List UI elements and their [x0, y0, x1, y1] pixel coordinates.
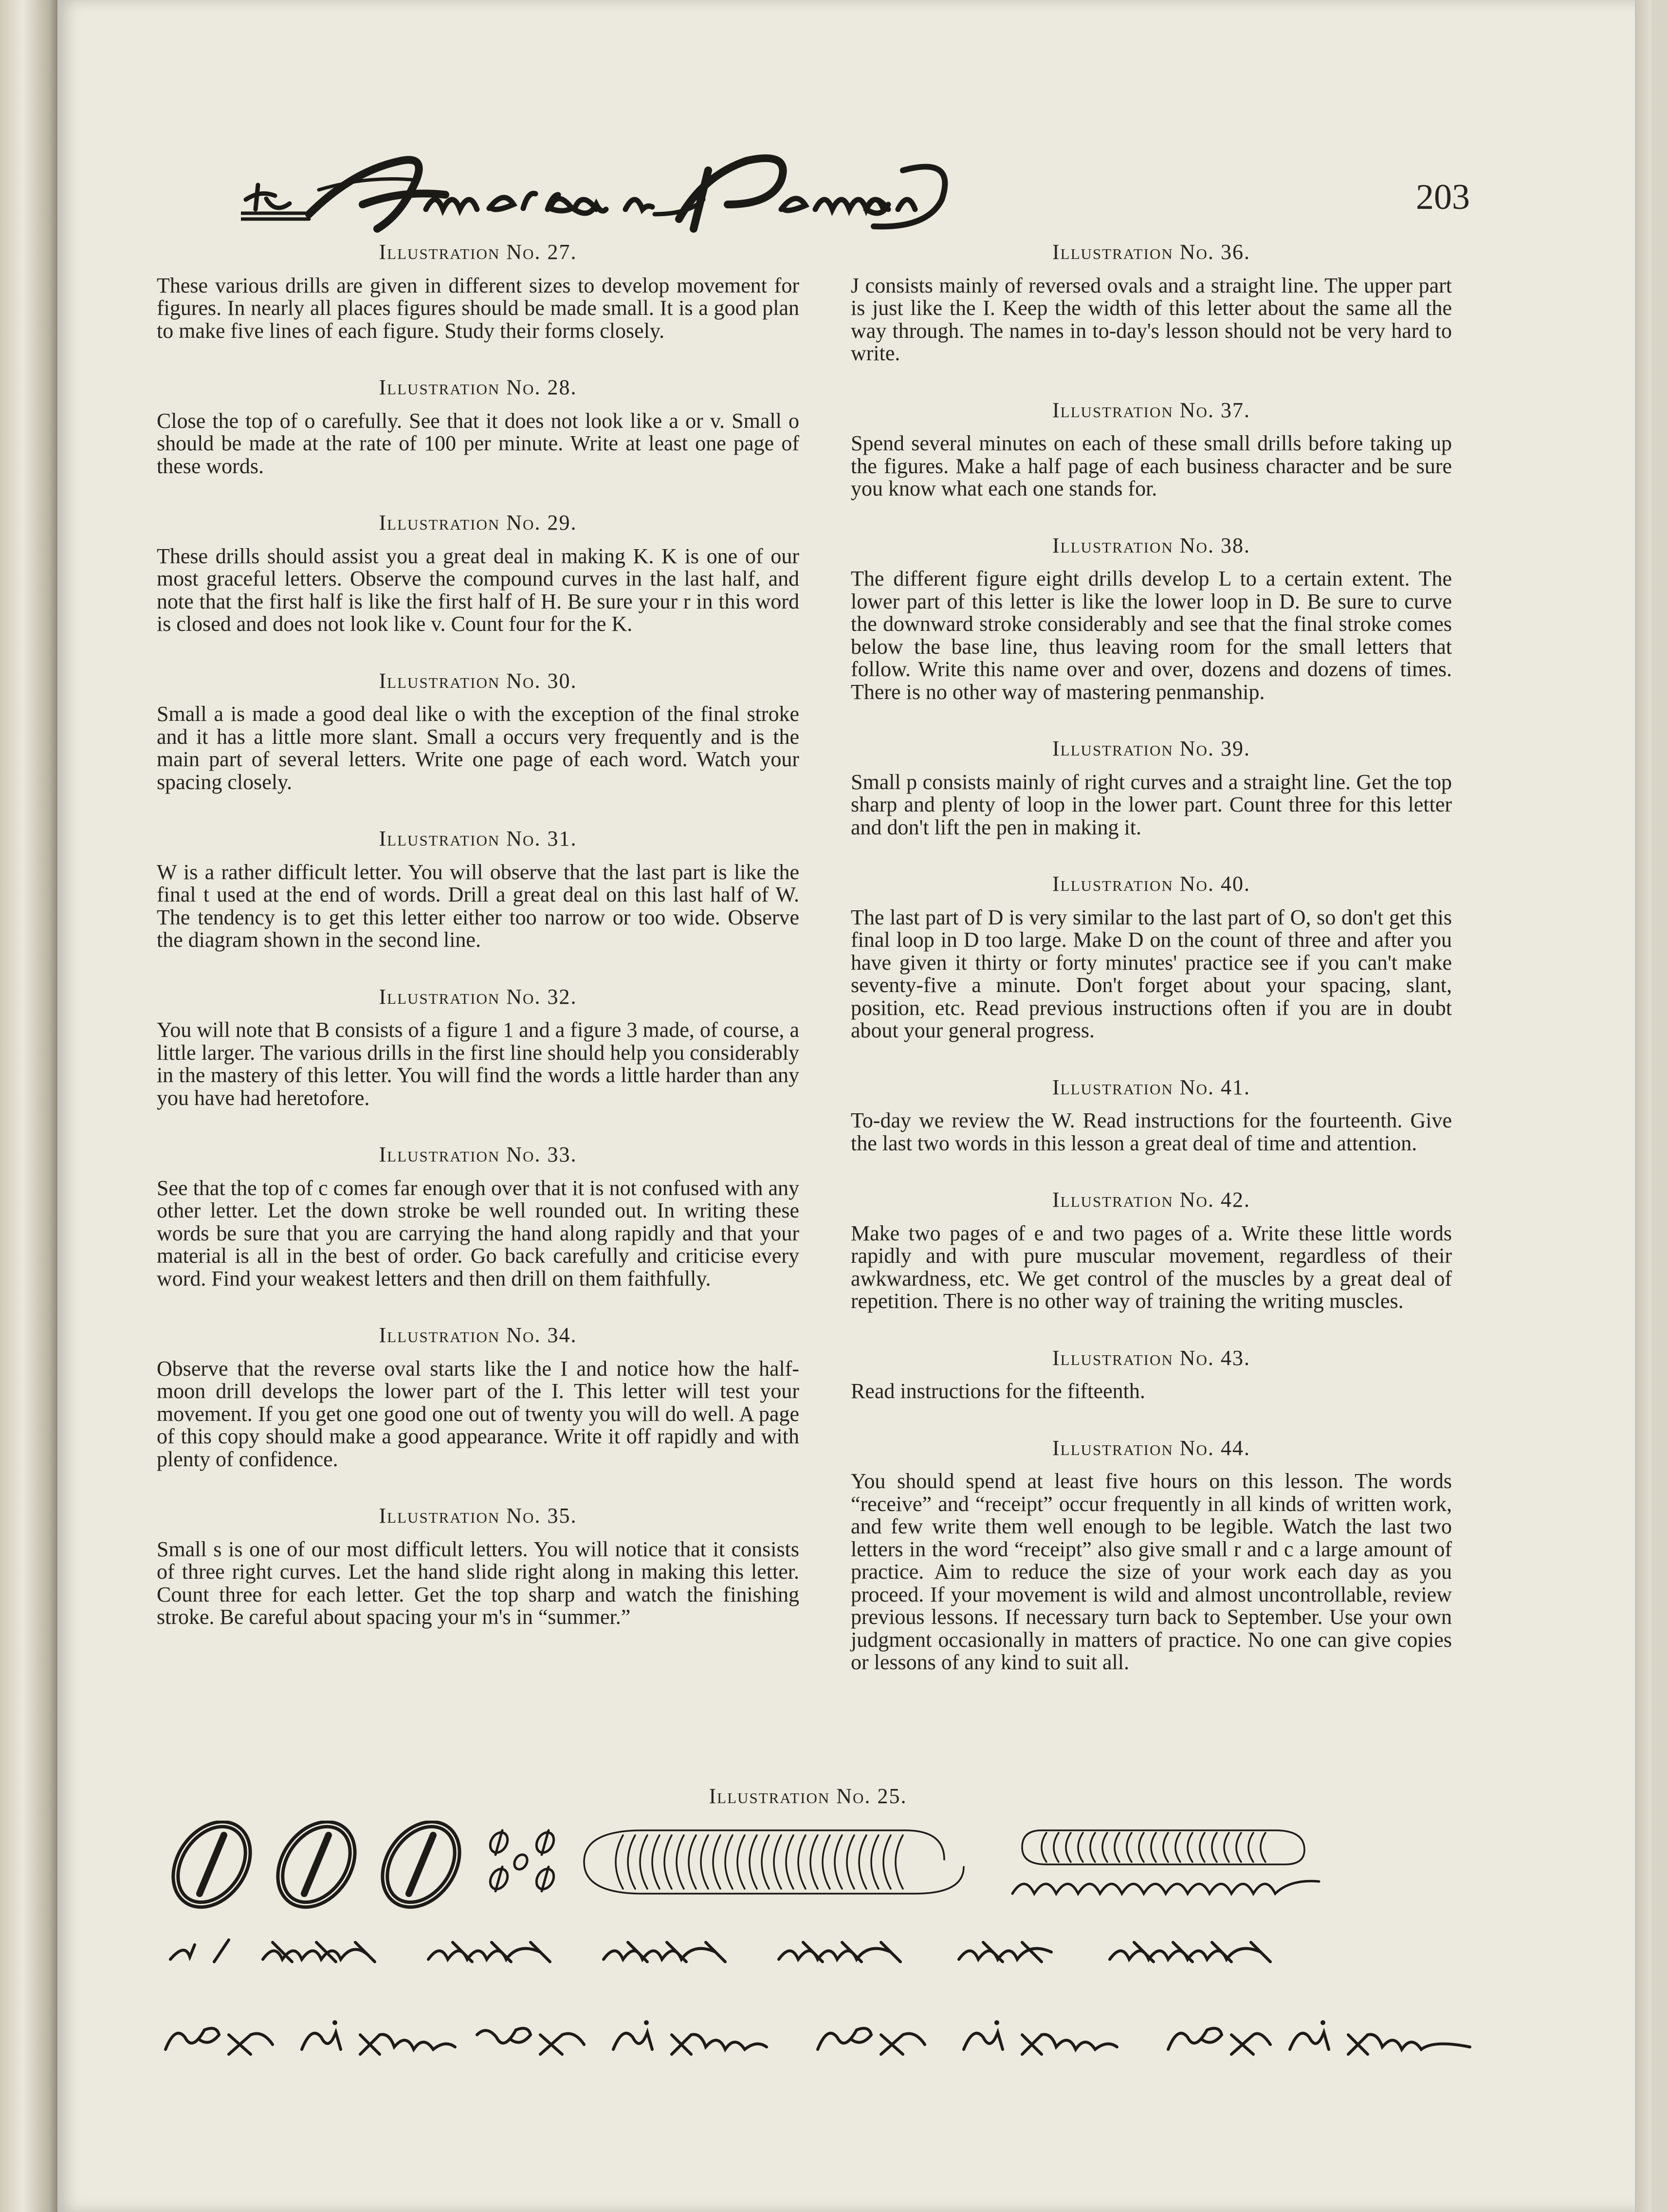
section-illustration-42: [851, 1189, 1452, 1313]
compound-oval-drill-2: [1012, 1830, 1319, 1894]
section-heading: Illustration No. 38.: [1052, 533, 1250, 557]
section-heading: Illustration No. 27.: [379, 240, 577, 264]
section-heading: Illustration No. 37.: [1052, 398, 1250, 422]
section-heading: Illustration No. 41.: [1052, 1075, 1250, 1099]
section-illustration-34: [157, 1324, 799, 1471]
section-text: You will note that B consists of a figure 1 and a figure 3 made, of course, a little larger. The various drills in the first line should help you considerably in the mastery of this letter. You will find the words a little harder than any you have had heretofore.: [157, 1018, 799, 1110]
section-heading: Illustration No. 44.: [1052, 1436, 1250, 1460]
page-number: 203: [1416, 177, 1470, 217]
section-illustration-27: [157, 241, 799, 342]
section-text: Make two pages of e and two pages of a. Write these little words rapidly and with pure muscular movement, regardless of their awkwardness, etc. We get control of the muscles by a great deal of repetition. There is no other way of training the writing muscles.: [851, 1221, 1452, 1313]
section-heading: Illustration No. 35.: [379, 1504, 577, 1528]
section-illustration-28: [157, 376, 799, 478]
section-illustration-32: [157, 986, 799, 1110]
section-illustration-29: [157, 512, 799, 636]
stroke-drill-row: [170, 1940, 1270, 1962]
section-text: You should spend at least five hours on this lesson. The words “receive” and “receipt” occur frequently in all kinds of written work, and few write them well enough to be legible. Watch the last two letters in the word “receipt” also give small r and c a large amount of practice. Aim to reduce the size of your work each day as you proceed. If your movement is wild and almost uncontrollable, review previous lessons. If necessary turn back to September. Use your own judgment occasionally in matters of practice. No one can give copies or lessons of any kind to suit all.: [851, 1469, 1452, 1674]
section-heading: Illustration No. 39.: [1052, 737, 1250, 760]
section-text: Close the top of o carefully. See that it does not look like a or v. Small o should be made at the rate of 100 per minute. Write at least one page of these words.: [157, 408, 799, 478]
section-illustration-44: [851, 1437, 1452, 1674]
section-text: Read instructions for the fifteenth.: [851, 1379, 1145, 1403]
section-text: See that the top of c comes far enough over that it is not confused with any other letter. Let the down stroke be well rounded out. In writing these words be sure that you are carrying the hand along rapidly and that your material is all in the best of order. Go back carefully and criticise every word. Find your weakest letters and then drill on them faithfully.: [157, 1176, 799, 1290]
binding-spine: [0, 0, 57, 2212]
section-illustration-36: [851, 241, 1452, 365]
section-text: Small p consists mainly of right curves and a straight line. Get the top sharp and plenty of loop in the lower part. Count three for this letter and don't lift the pen in making it.: [851, 770, 1452, 839]
section-illustration-41: [851, 1076, 1452, 1155]
section-text: W is a rather difficult letter. You will observe that the last part is like the final t used at the end of words. Drill a great deal on this last half of W. The tendency is to get this letter either too narrow or too wide. Observe the diagram shown in the second line.: [157, 860, 799, 952]
oval-drill-3: [367, 1821, 476, 1922]
section-text: To-day we review the W. Read instructions for the fourteenth. Give the last two words in this lesson a great deal of time and attention.: [851, 1108, 1452, 1155]
section-text: J consists mainly of reversed ovals and a straight line. The upper part is just like the I. Keep the width of this letter about the same all the way through. The names in to-day's lesson should not be very hard to write.: [851, 273, 1452, 365]
page-edge: [1635, 0, 1651, 2212]
left-column: [157, 241, 799, 1663]
section-heading: Illustration No. 32.: [379, 984, 577, 1009]
section-text: Observe that the reverse oval starts like the I and notice how the half-moon drill develops the lower part of the I. This letter will test your movement. If you get one good one out of twenty you will do well. A page of this copy should make a good appearance. Write it off rapidly and with plenty of confidence.: [157, 1356, 799, 1471]
penmanship-illustration: [156, 1821, 1499, 2093]
section-heading: Illustration No. 31.: [379, 827, 577, 850]
section-heading: Illustration No. 28.: [379, 375, 577, 399]
section-heading: Illustration No. 36.: [1052, 240, 1250, 264]
masthead-logo: [241, 141, 956, 239]
word-drill-row: [165, 2028, 1470, 2054]
section-text: The last part of D is very similar to the last part of O, so don't get this final loop in D too large. Make D on the count of three and after you have given it thirty or forty minutes' practice see if you can't make seventy-five a minute. Don't forget about your spacing, slant, position, etc. Read previous instructions often if you are in doubt about your general progress.: [851, 905, 1452, 1042]
section-text: These drills should assist you a great deal in making K. K is one of our most graceful letters. Observe the compound curves in the last half, and note that the first half is like the first half of H. Be sure your r in this word is closed and does not look like v. Count four for the K.: [157, 544, 799, 636]
section-illustration-38: [851, 535, 1452, 704]
section-illustration-37: [851, 399, 1452, 500]
illustration-caption: Illustration No. 25.: [709, 1784, 907, 1808]
compound-oval-drill-1: [584, 1830, 964, 1894]
section-heading: Illustration No. 40.: [1052, 872, 1250, 896]
section-illustration-43: [851, 1347, 1452, 1403]
section-text: The different figure eight drills develop L to a certain extent. The lower part of this letter is like the lower loop in D. Be sure to curve the downward stroke considerably and see that the final stroke comes below the base line, thus leaving room for the small letters that follow. Write this name over and over, dozens and dozens of times. There is no other way of mastering penmanship.: [851, 567, 1452, 704]
section-text: Small a is made a good deal like o with the exception of the final stroke and it has a little more slant. Small a occurs very frequently and is the main part of several letters. Write one page of each word. Watch your spacing closely.: [157, 702, 799, 794]
section-text: Spend several minutes on each of these small drills before taking up the figures. Make a half page of each business character and be sure you know what each one stands for.: [851, 431, 1452, 500]
section-heading: Illustration No. 43.: [1052, 1346, 1250, 1370]
section-illustration-35: [157, 1505, 799, 1629]
right-column: [851, 241, 1452, 1708]
section-text: Small s is one of our most difficult letters. You will notice that it consists of three right curves. Let the hand slide right along in making this letter. Count three for each letter. Get the top sharp and watch the finishing stroke. Be careful about spacing your m's in “summer.”: [157, 1537, 799, 1629]
oval-drill-2: [262, 1821, 371, 1922]
section-heading: Illustration No. 30.: [379, 668, 577, 693]
section-illustration-39: [851, 737, 1452, 839]
section-heading: Illustration No. 42.: [1052, 1188, 1250, 1212]
section-illustration-33: [157, 1143, 799, 1290]
section-heading: Illustration No. 29.: [379, 511, 577, 535]
section-illustration-31: [157, 828, 799, 952]
small-oval-cluster: [487, 1829, 557, 1892]
oval-drill-1: [157, 1821, 266, 1922]
section-text: These various drills are given in different sizes to develop movement for figures. In nearly all places figures should be made small. It is a good plan to make five lines of each figure. Study their forms closely.: [157, 273, 799, 343]
section-heading: Illustration No. 34.: [379, 1323, 577, 1347]
section-illustration-40: [851, 873, 1452, 1042]
section-heading: Illustration No. 33.: [379, 1143, 577, 1166]
section-illustration-30: [157, 670, 799, 794]
